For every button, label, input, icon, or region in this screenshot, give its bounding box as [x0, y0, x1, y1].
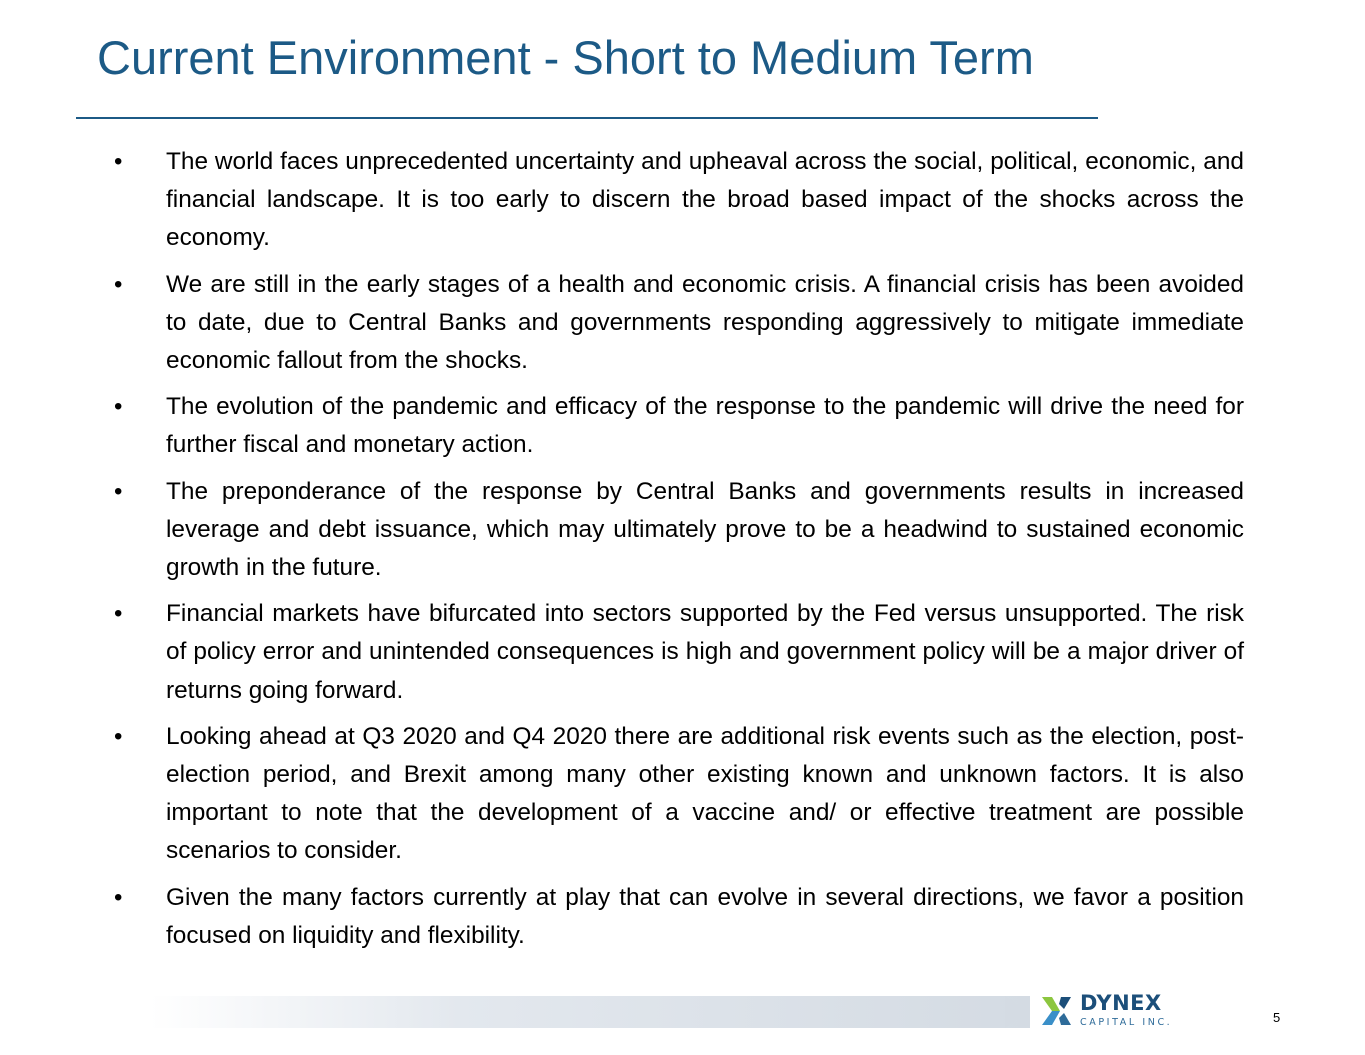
title-divider: [76, 117, 1098, 119]
bullet-list: [114, 143, 1244, 963]
bullet-text: We are still in the early stages of a health and economic crisis. A financial crisis has been avoided to date, due to Central Banks and governments responding aggressively to mitigate immediate economic fallout from the shocks.: [166, 270, 1244, 375]
bullet-item: [114, 388, 1244, 464]
bullet-text: The preponderance of the response by Central Banks and governments results in increased leverage and debt issuance, which may ultimately prove to be a headwind to sustained economic growth in the future.: [166, 477, 1244, 582]
footer-band-arrow: [1005, 996, 1027, 1028]
bullet-item: [114, 473, 1244, 588]
bullet-text: The world faces unprecedented uncertainty and upheaval across the social, political, economic, and financial landscape. It is too early to discern the broad based impact of the shocks across the economy.: [166, 148, 1244, 252]
bullet-marker: •: [114, 148, 123, 175]
bullet-marker: •: [114, 883, 123, 911]
bullet-item: [114, 595, 1244, 710]
page-number: 5: [1273, 1010, 1281, 1025]
bullet-text: The evolution of the pandemic and efficacy of the response to the pandemic will drive the need for further fiscal and monetary action.: [166, 393, 1244, 459]
slide-title: Current Environment - Short to Medium Term: [97, 31, 1034, 84]
bullet-item: [114, 879, 1244, 955]
logo-subtitle: CAPITAL INC.: [1080, 1017, 1173, 1028]
bullet-marker: •: [114, 600, 123, 628]
bullet-text: Given the many factors currently at play that can evolve in several directions, we favor a position focused on liquidity and flexibility.: [166, 883, 1244, 949]
logo-name: DYNEX: [1080, 991, 1162, 1015]
bullet-marker: •: [114, 393, 123, 421]
dynex-x-logo-icon: [1040, 994, 1074, 1028]
bullet-marker: •: [114, 270, 123, 298]
bullet-item: [114, 143, 1244, 258]
footer-band: [150, 996, 1030, 1028]
bullet-text: Looking ahead at Q3 2020 and Q4 2020 there are additional risk events such as the election, post-election period, and Brexit among many other existing known and unknown factors. It is also important to note that the development of a vaccine and/ or effective treatment are possible scenarios to consider.: [166, 722, 1244, 865]
bullet-item: [114, 718, 1244, 871]
bullet-marker: •: [114, 477, 123, 505]
bullet-item: [114, 266, 1244, 381]
bullet-text: Financial markets have bifurcated into sectors supported by the Fed versus unsupported. The risk of policy error and unintended consequences is high and government policy will be a major driver of returns going forward.: [166, 600, 1244, 704]
bullet-marker: •: [114, 722, 123, 750]
company-logo: [1040, 991, 1180, 1030]
